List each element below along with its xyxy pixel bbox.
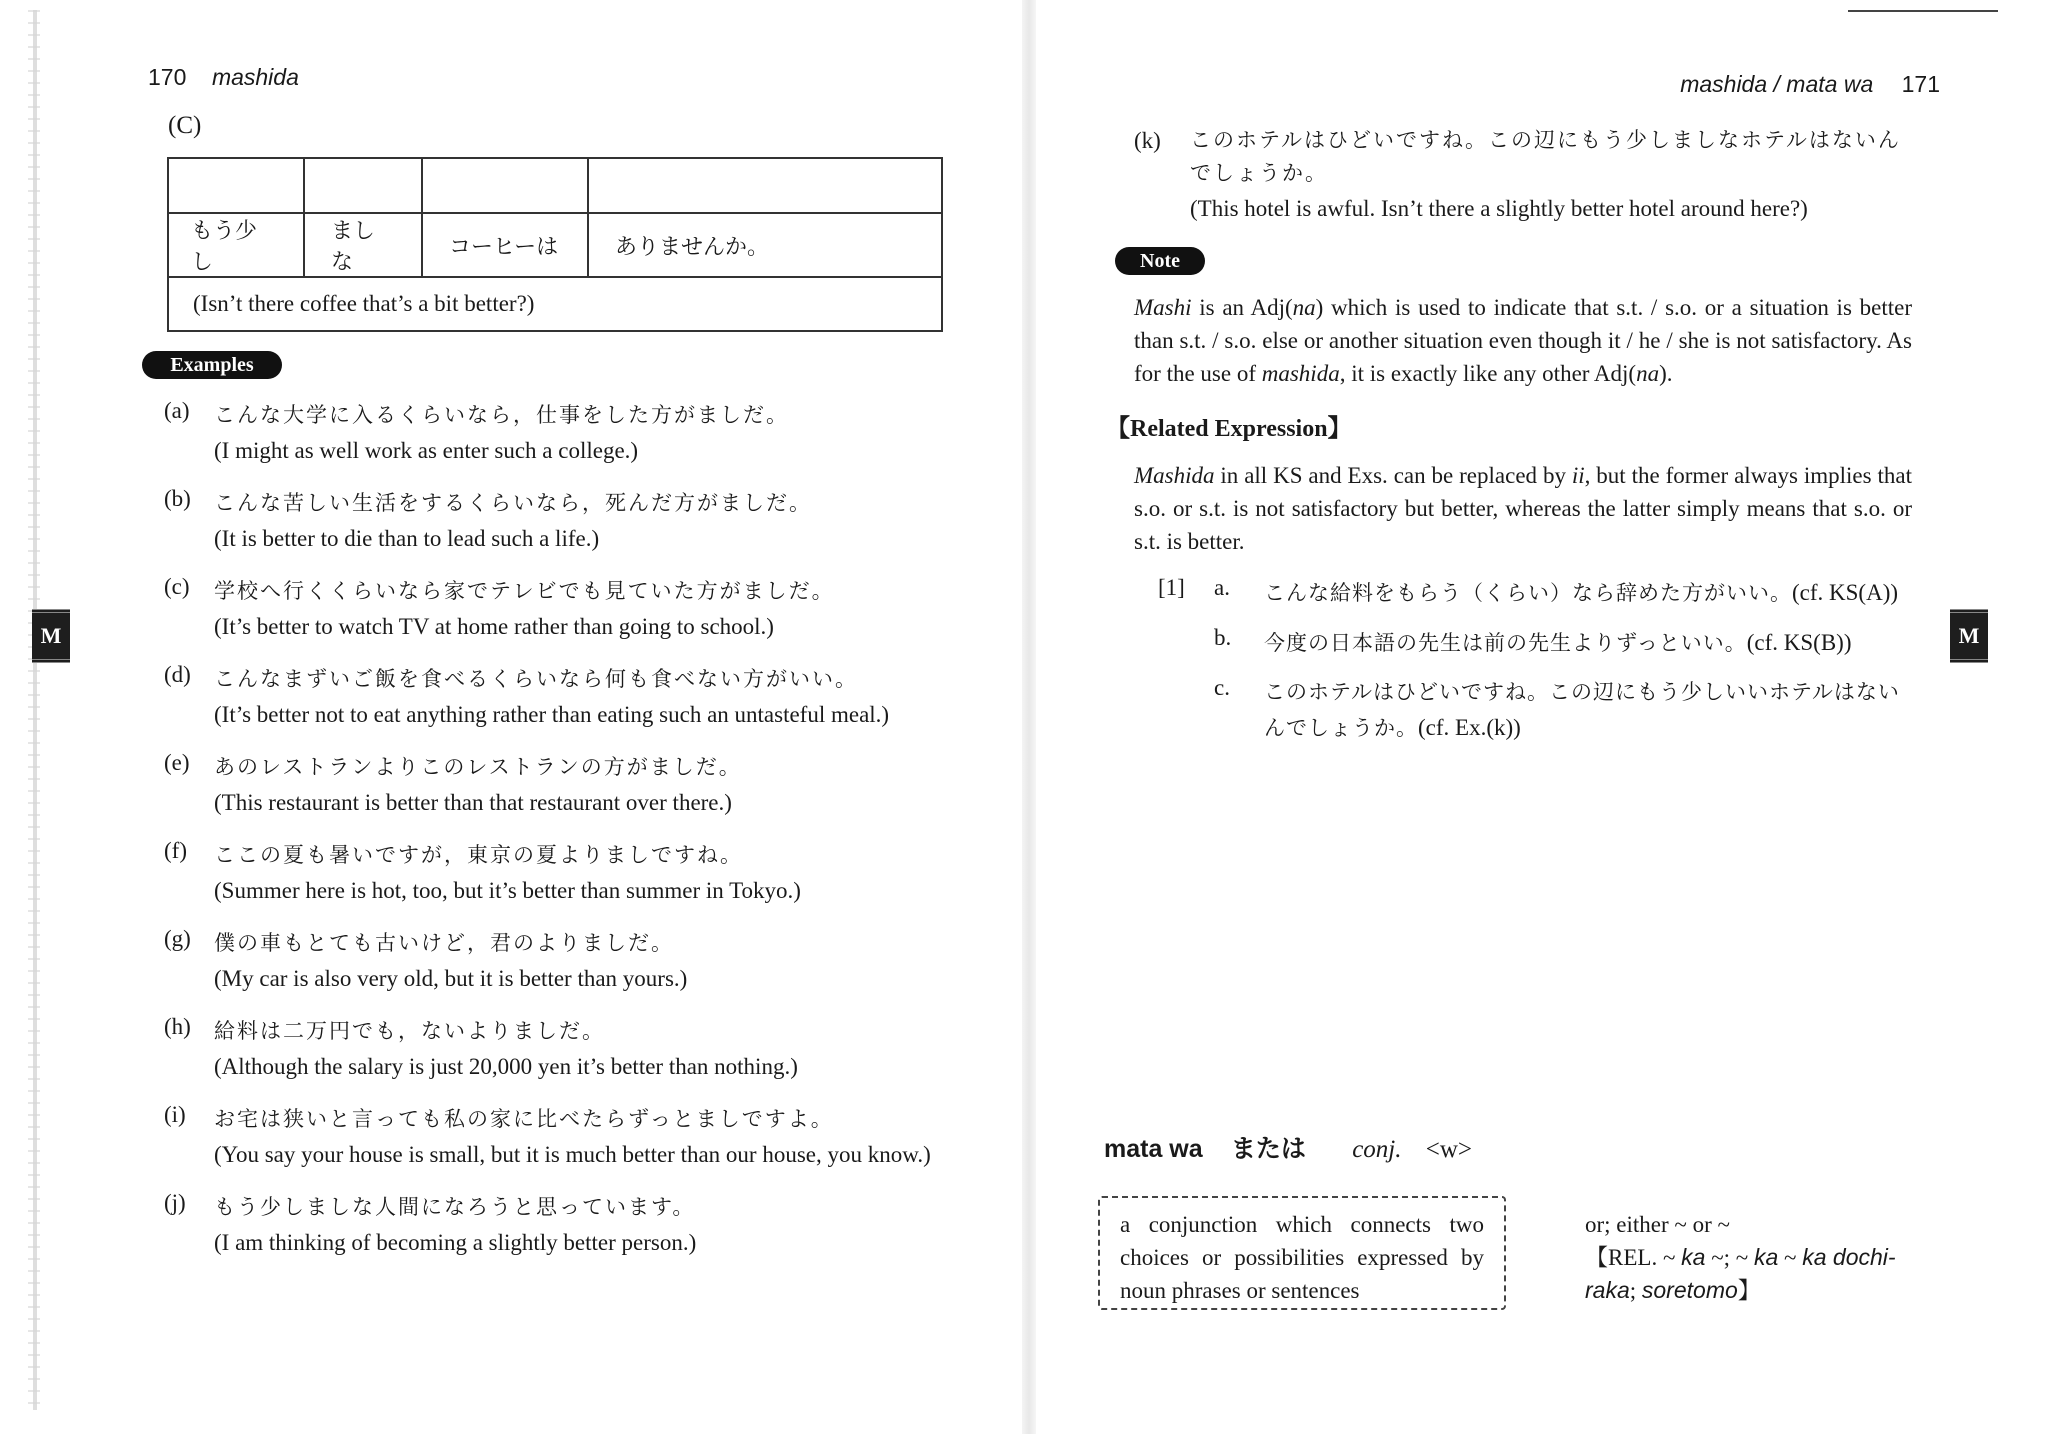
related-example-japanese: 今度の日本語の先生は前の先生よりずっといい。: [1264, 631, 1747, 655]
running-head-title-left: mashida: [211, 64, 299, 90]
example-japanese: あのレストランよりこのレストランの方がましだ。: [214, 755, 742, 779]
related-expression-heading: 【Related Expression】: [1106, 416, 1352, 442]
entry-register: <w>: [1425, 1136, 1472, 1163]
related-example-crossref: (cf. Ex.(k)): [1418, 715, 1521, 740]
example-item: [164, 748, 950, 819]
entry-related-term: ka: [1681, 1244, 1706, 1270]
entry-related: [1585, 1241, 1920, 1307]
pattern-row-japanese: [168, 213, 942, 277]
thumb-index-tab-right: M: [1950, 609, 1988, 663]
example-label: (k): [1134, 128, 1161, 153]
example-label: (b): [164, 486, 191, 511]
example-item: [1134, 124, 1914, 226]
note-text-run: is an Adj(: [1191, 295, 1293, 320]
left-running-head: [148, 64, 299, 91]
example-label: (j): [164, 1190, 186, 1215]
example-japanese: こんな大学に入るくらいなら，仕事をした方がましだ。: [214, 403, 789, 427]
example-english: (This restaurant is better than that restaurant over there.): [214, 790, 732, 815]
related-example-sublabel: a.: [1214, 575, 1230, 600]
pattern-cell-predicate: ありませんか。: [588, 213, 942, 277]
entry-related-term: ka dochi-raka: [1585, 1244, 1896, 1303]
related-example-body: [1264, 575, 1918, 611]
example-japanese: このホテルはひどいですね。この辺にもう少しましなホテルはないんでしょうか。: [1190, 128, 1901, 185]
pattern-cell-adverb: もう少し: [168, 213, 304, 277]
note-paragraph: [1134, 291, 1912, 390]
related-text-run: , but the former always implies that s.o. or s.t. is not satisfactory but better, whereas the latter simply means that s.o. or s.t. is better.: [1134, 463, 1912, 554]
related-example-item: [1158, 675, 1918, 746]
related-text-run: in all KS and Exs. can be replaced by: [1214, 463, 1572, 488]
example-english: (My car is also very old, but it is better than yours.): [214, 966, 688, 991]
related-example-body: [1264, 675, 1918, 746]
example-label: (e): [164, 750, 190, 775]
example-japanese: こんな苦しい生活をするくらいなら，死んだ方がましだ。: [214, 491, 812, 515]
entry-headword: [1104, 1129, 1472, 1165]
note-term: Mashi: [1134, 295, 1192, 320]
related-examples-list: [1158, 575, 1918, 760]
examples-list: [164, 396, 950, 1276]
entry-related-run: 】: [1737, 1278, 1761, 1303]
related-example-japanese: こんな給料をもらう（くらい）なら辞めた方がいい。: [1264, 581, 1792, 605]
example-english: (You say your house is small, but it is much better than our house, you know.): [214, 1142, 931, 1167]
entry-kana: または: [1230, 1134, 1306, 1163]
left-page: [0, 0, 1020, 1434]
running-head-title-right: mashida / mata wa: [1680, 71, 1874, 97]
example-japanese: 給料は二万円でも，ないよりましだ。: [214, 1019, 605, 1043]
note-term: na: [1292, 295, 1316, 320]
example-item: [164, 660, 950, 731]
related-example-sublabel: b.: [1214, 625, 1232, 650]
entry-definition-box: a conjunction which connects two choices or possibilities expressed by noun phrases or sentences: [1098, 1196, 1506, 1310]
page-number-left: 170: [148, 64, 187, 90]
example-english: (It is better to die than to lead such a life.): [214, 526, 600, 551]
pattern-table: [167, 157, 943, 332]
book-spine: [1022, 0, 1036, 1434]
example-english: (It’s better not to eat anything rather than eating such an untasteful meal.): [214, 702, 890, 727]
example-label: (g): [164, 926, 191, 951]
pattern-cell: [304, 158, 422, 213]
example-japanese: お宅は狭いと言っても私の家に比べたらずっとましですよ。: [214, 1107, 834, 1131]
pattern-translation: (Isn’t there coffee that’s a bit better?): [168, 277, 942, 331]
example-label: (h): [164, 1014, 191, 1039]
note-term: mashida: [1261, 361, 1340, 386]
entry-word: mata wa: [1104, 1135, 1203, 1163]
example-item: [164, 1188, 950, 1259]
example-english: (I am thinking of becoming a slightly better person.): [214, 1230, 697, 1255]
example-english: (Summer here is hot, too, but it’s better than summer in Tokyo.): [214, 878, 801, 903]
related-example-crossref: (cf. KS(B)): [1746, 630, 1852, 655]
example-item: [164, 924, 950, 995]
example-item: [164, 572, 950, 643]
entry-english-gloss: [1585, 1208, 1920, 1307]
example-japanese: ここの夏も暑いですが，東京の夏よりましですね。: [214, 843, 743, 867]
related-expression-paragraph: [1134, 459, 1912, 558]
pattern-cell: [422, 158, 588, 213]
entry-related-run: 【REL. ~: [1585, 1245, 1682, 1270]
entry-part-of-speech: conj.: [1352, 1136, 1402, 1163]
example-item: [164, 1012, 950, 1083]
example-item: [164, 836, 950, 907]
related-example-japanese: このホテルはひどいですね。この辺にもう少しいいホテルはないんでしょうか。: [1264, 680, 1900, 740]
note-badge: Note: [1115, 247, 1205, 275]
related-example-item: [1158, 575, 1918, 611]
example-item: [164, 1100, 950, 1171]
examples-badge: Examples: [142, 351, 282, 379]
pattern-row-empty: [168, 158, 942, 213]
example-english: (I might as well work as enter such a college.): [214, 438, 639, 463]
pattern-cell-noun: コーヒーは: [422, 213, 588, 277]
entry-related-run: ~: [1778, 1245, 1803, 1270]
example-label: (f): [164, 838, 187, 863]
note-text-run: ) which is used to indicate that s.t. / s.o. or a situation is better than s.t. / s.o. else or another situation even though it / he / she is not satisfactory. As for the use of: [1134, 295, 1912, 386]
example-japanese: もう少しましな人間になろうと思っています。: [214, 1195, 696, 1219]
related-example-number: [1]: [1158, 575, 1185, 600]
related-term: Mashida: [1134, 463, 1215, 488]
thumb-index-tab-left: M: [32, 609, 70, 663]
pattern-cell-mashina: ましな: [304, 213, 422, 277]
top-rule: [1848, 10, 1998, 12]
example-label: (c): [164, 574, 190, 599]
pattern-row-translation: [168, 277, 942, 331]
example-japanese: こんなまずいご飯を食べるくらいなら何も食べない方がいい。: [214, 667, 858, 691]
related-example-sublabel: c.: [1214, 675, 1230, 700]
example-english: (It’s better to watch TV at home rather than going to school.): [214, 614, 774, 639]
example-item: [164, 484, 950, 555]
example-item: [164, 396, 950, 467]
note-text-run: , it is exactly like any other Adj(: [1339, 361, 1637, 386]
example-label: (i): [164, 1102, 186, 1127]
example-japanese: 学校へ行くくらいなら家でテレビでも見ていた方がましだ。: [214, 579, 835, 603]
related-term: ii: [1571, 463, 1585, 488]
related-example-item: [1158, 625, 1918, 661]
related-example-body: [1264, 625, 1918, 661]
pattern-cell: [588, 158, 942, 213]
entry-related-term: ka: [1753, 1244, 1779, 1270]
section-label: (C): [168, 112, 202, 139]
note-text-run: ).: [1659, 361, 1673, 386]
entry-related-run: ~; ~: [1705, 1245, 1754, 1270]
example-label: (d): [164, 662, 191, 687]
entry-gloss: or; either ~ or ~: [1585, 1212, 1730, 1237]
example-english: (Although the salary is just 20,000 yen it’s better than nothing.): [214, 1054, 798, 1079]
entry-related-term: soretomo: [1641, 1277, 1738, 1303]
example-english: (This hotel is awful. Isn’t there a slightly better hotel around here?): [1190, 196, 1808, 221]
note-term: na: [1636, 361, 1660, 386]
pattern-cell: [168, 158, 304, 213]
example-label: (a): [164, 398, 190, 423]
related-example-crossref: (cf. KS(A)): [1792, 580, 1899, 605]
right-running-head: [1680, 71, 1940, 98]
entry-related-run: ;: [1629, 1278, 1642, 1303]
example-japanese: 僕の車もとても古いけど，君のよりましだ。: [214, 931, 674, 955]
page-number-right: 171: [1901, 71, 1940, 97]
